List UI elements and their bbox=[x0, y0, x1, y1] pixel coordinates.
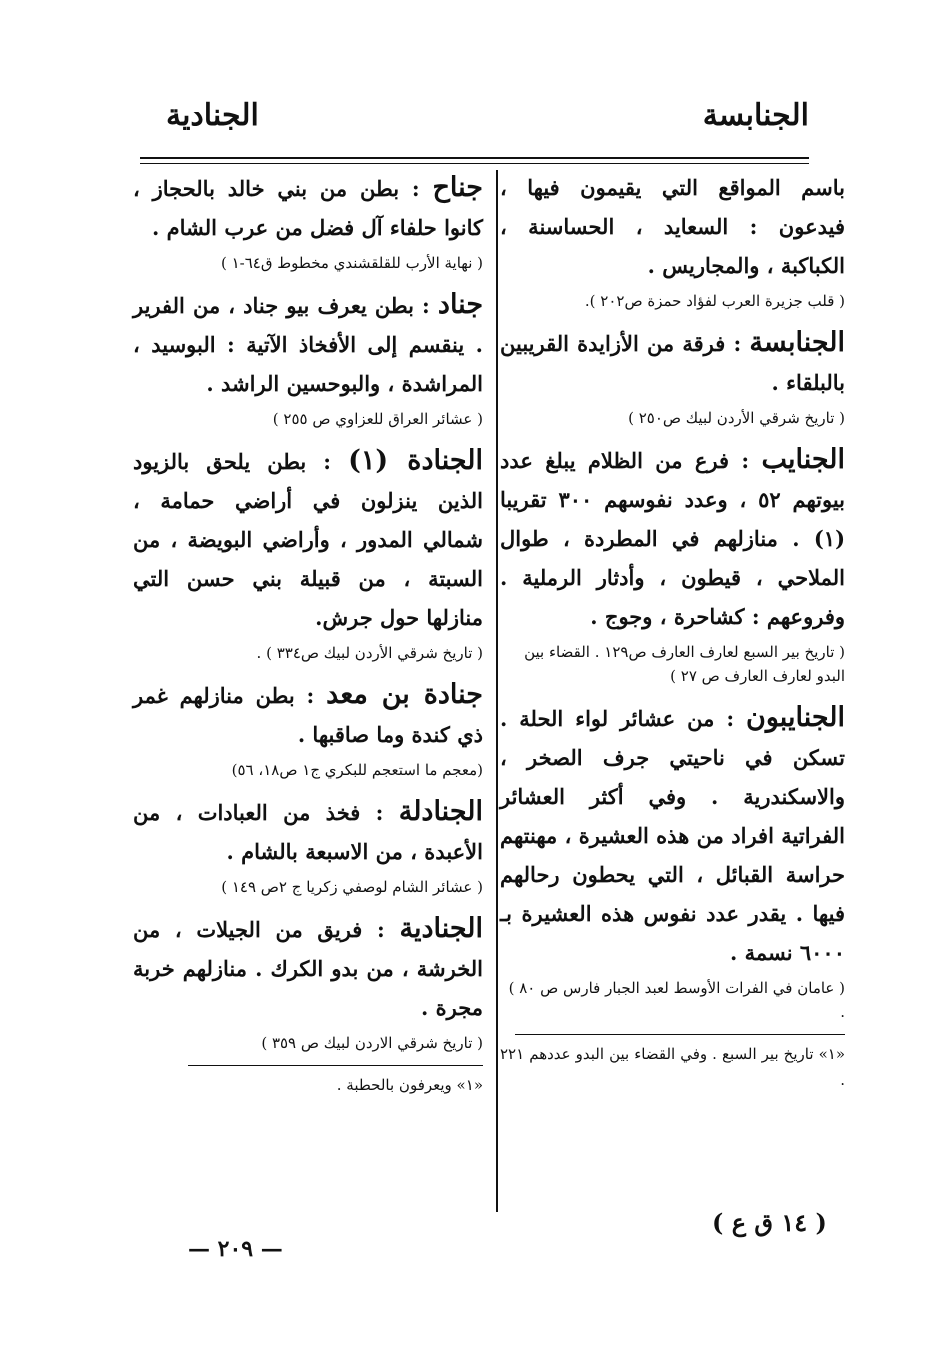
entry-source: ( قلب جزيرة العرب لفؤاد حمزة ص٢٠٢ ). bbox=[584, 292, 845, 310]
running-head-right: الجنابسة bbox=[702, 98, 809, 133]
entry-term: جناح bbox=[432, 172, 483, 203]
entry bbox=[133, 792, 483, 871]
left-column bbox=[133, 168, 483, 1098]
entry-text: : فخذ من العبادات ، من الأعبدة ، من الاسبعة بالشام . bbox=[133, 800, 483, 864]
entry-text: : بطن منازلهم غمر ذي كندة وما صاقبها . bbox=[133, 683, 483, 747]
entry-text: : فرقة من الأزايدة القريبين بالبلقاء . bbox=[500, 331, 845, 395]
entry-text: : من عشائر لواء الحلة . تسكن في ناحيتي جرف الصخر ، والاسكندرية . وفي أكثر العشائر الفراتية افراد من هذه العشيرة ، مهنتهم حراسة القبائل ، التي يحطون رحالهم فيها . يقدر عدد نفوس هذه العشيرة بـ ٦٠٠٠ نسمة . bbox=[500, 706, 845, 965]
entry bbox=[133, 168, 483, 247]
entry bbox=[133, 285, 483, 403]
column-divider bbox=[496, 170, 498, 1212]
entry bbox=[500, 440, 845, 636]
footnote-rule bbox=[188, 1065, 483, 1066]
footnote: «١» ويعرفون بالحطبة . bbox=[336, 1076, 483, 1094]
entry-text: : فريق من الجيلات ، من الخرشة ، من بدو الكرك . منازلهم خربة مجرة . bbox=[133, 917, 483, 1020]
entry bbox=[500, 698, 845, 972]
entry bbox=[500, 323, 845, 402]
entry-term: الجنابسة bbox=[749, 327, 846, 358]
header-rule bbox=[140, 157, 809, 159]
entry-text: : بطن من بني خالد بالحجاز ، كانوا حلفاء آل فضل من عرب الشام . bbox=[133, 176, 483, 240]
running-head-left: الجنادية bbox=[166, 98, 259, 133]
footnote-rule bbox=[515, 1034, 845, 1035]
signature-mark: ( ١٤ ق ع ) bbox=[712, 1208, 827, 1237]
entry-source: ( تاريخ شرقي الأردن لبيك ص٣٣٤ ) . bbox=[256, 644, 483, 662]
footnote: «١» تاريخ بير السبع . وفي القضاء بين البدو عددهم ٢٢١ . bbox=[500, 1045, 845, 1089]
page-number: — ٢٠٩ — bbox=[188, 1236, 283, 1262]
entry-source: ( عامان في الفرات الأوسط لعبد الجبار فارس ص ٨٠ ) . bbox=[508, 979, 845, 1021]
entry-term: الجنايب bbox=[761, 444, 846, 475]
entry-source: ( تاريخ شرقي الاردن لبيك ص ٣٥٩ ) bbox=[261, 1034, 483, 1052]
entry-source: ( عشائر الشام لوصفي زكريا ج ٢ص ١٤٩ ) bbox=[221, 878, 483, 896]
entry-term: الجنادلة bbox=[398, 796, 483, 827]
entry-source: ( تاريخ بير السبع لعارف العارف ص١٢٩ . القضاء بين البدو لعارف العارف ص ٢٧ ) bbox=[524, 643, 845, 685]
entry-text: : بطن يعرف بيو جناد ، من الفرير . ينقسم إلى الأفخاذ الآتية : البوسيد ، المراشدة ، والبوحسين الراشد . bbox=[133, 293, 483, 396]
entry-term: الجنايبون bbox=[746, 702, 846, 733]
entry-source: ( عشائر العراق للعزاوي ص ٢٥٥ ) bbox=[272, 410, 483, 428]
entry bbox=[133, 675, 483, 754]
entry-source: (معجم ما استعجم للبكري ج١ ص١٨، ٥٦) bbox=[231, 761, 483, 779]
entry-source: ( نهاية الأرب للقلقشندي مخطوط ق٦٤-١ ) bbox=[220, 254, 483, 272]
entry bbox=[133, 909, 483, 1027]
entry bbox=[133, 441, 483, 637]
entry-text: : فرع من الظلام يبلغ عدد بيوتهم ٥٢ ، وعدد نفوسهم ٣٠٠ تقريبا (١) . منازلهم في المطردة ، طوال الملاحي ، قيطون ، وأدثار الرملية . وفروعهم : كشاحرة ، وجوج . bbox=[500, 448, 846, 629]
right-column bbox=[500, 168, 845, 1093]
entry-text: باسم المواقع التي يقيمون فيها ، فيدعون : السعايد ، الحساسنة ، الكباكبة ، والمجاريس . bbox=[500, 175, 845, 278]
entry-term: جنادة بن معد bbox=[326, 679, 483, 710]
entry-term: جناد bbox=[437, 289, 484, 320]
entry-text: : بطن يلحق بالزيود الذين ينزلون في أراضي حمامة ، شمالي المدور ، وأراضي البويضة ، من السبتة ، من قبيلة بني حسن التي منازلها حول جرش. bbox=[133, 449, 483, 630]
entry-term: الجنادية bbox=[399, 913, 484, 944]
entry-term: الجنادة (١) bbox=[348, 445, 484, 476]
header-rule-thin bbox=[140, 163, 809, 164]
entry-source: ( تاريخ شرقي الأردن لبيك ص٢٥٠ ) bbox=[628, 409, 845, 427]
